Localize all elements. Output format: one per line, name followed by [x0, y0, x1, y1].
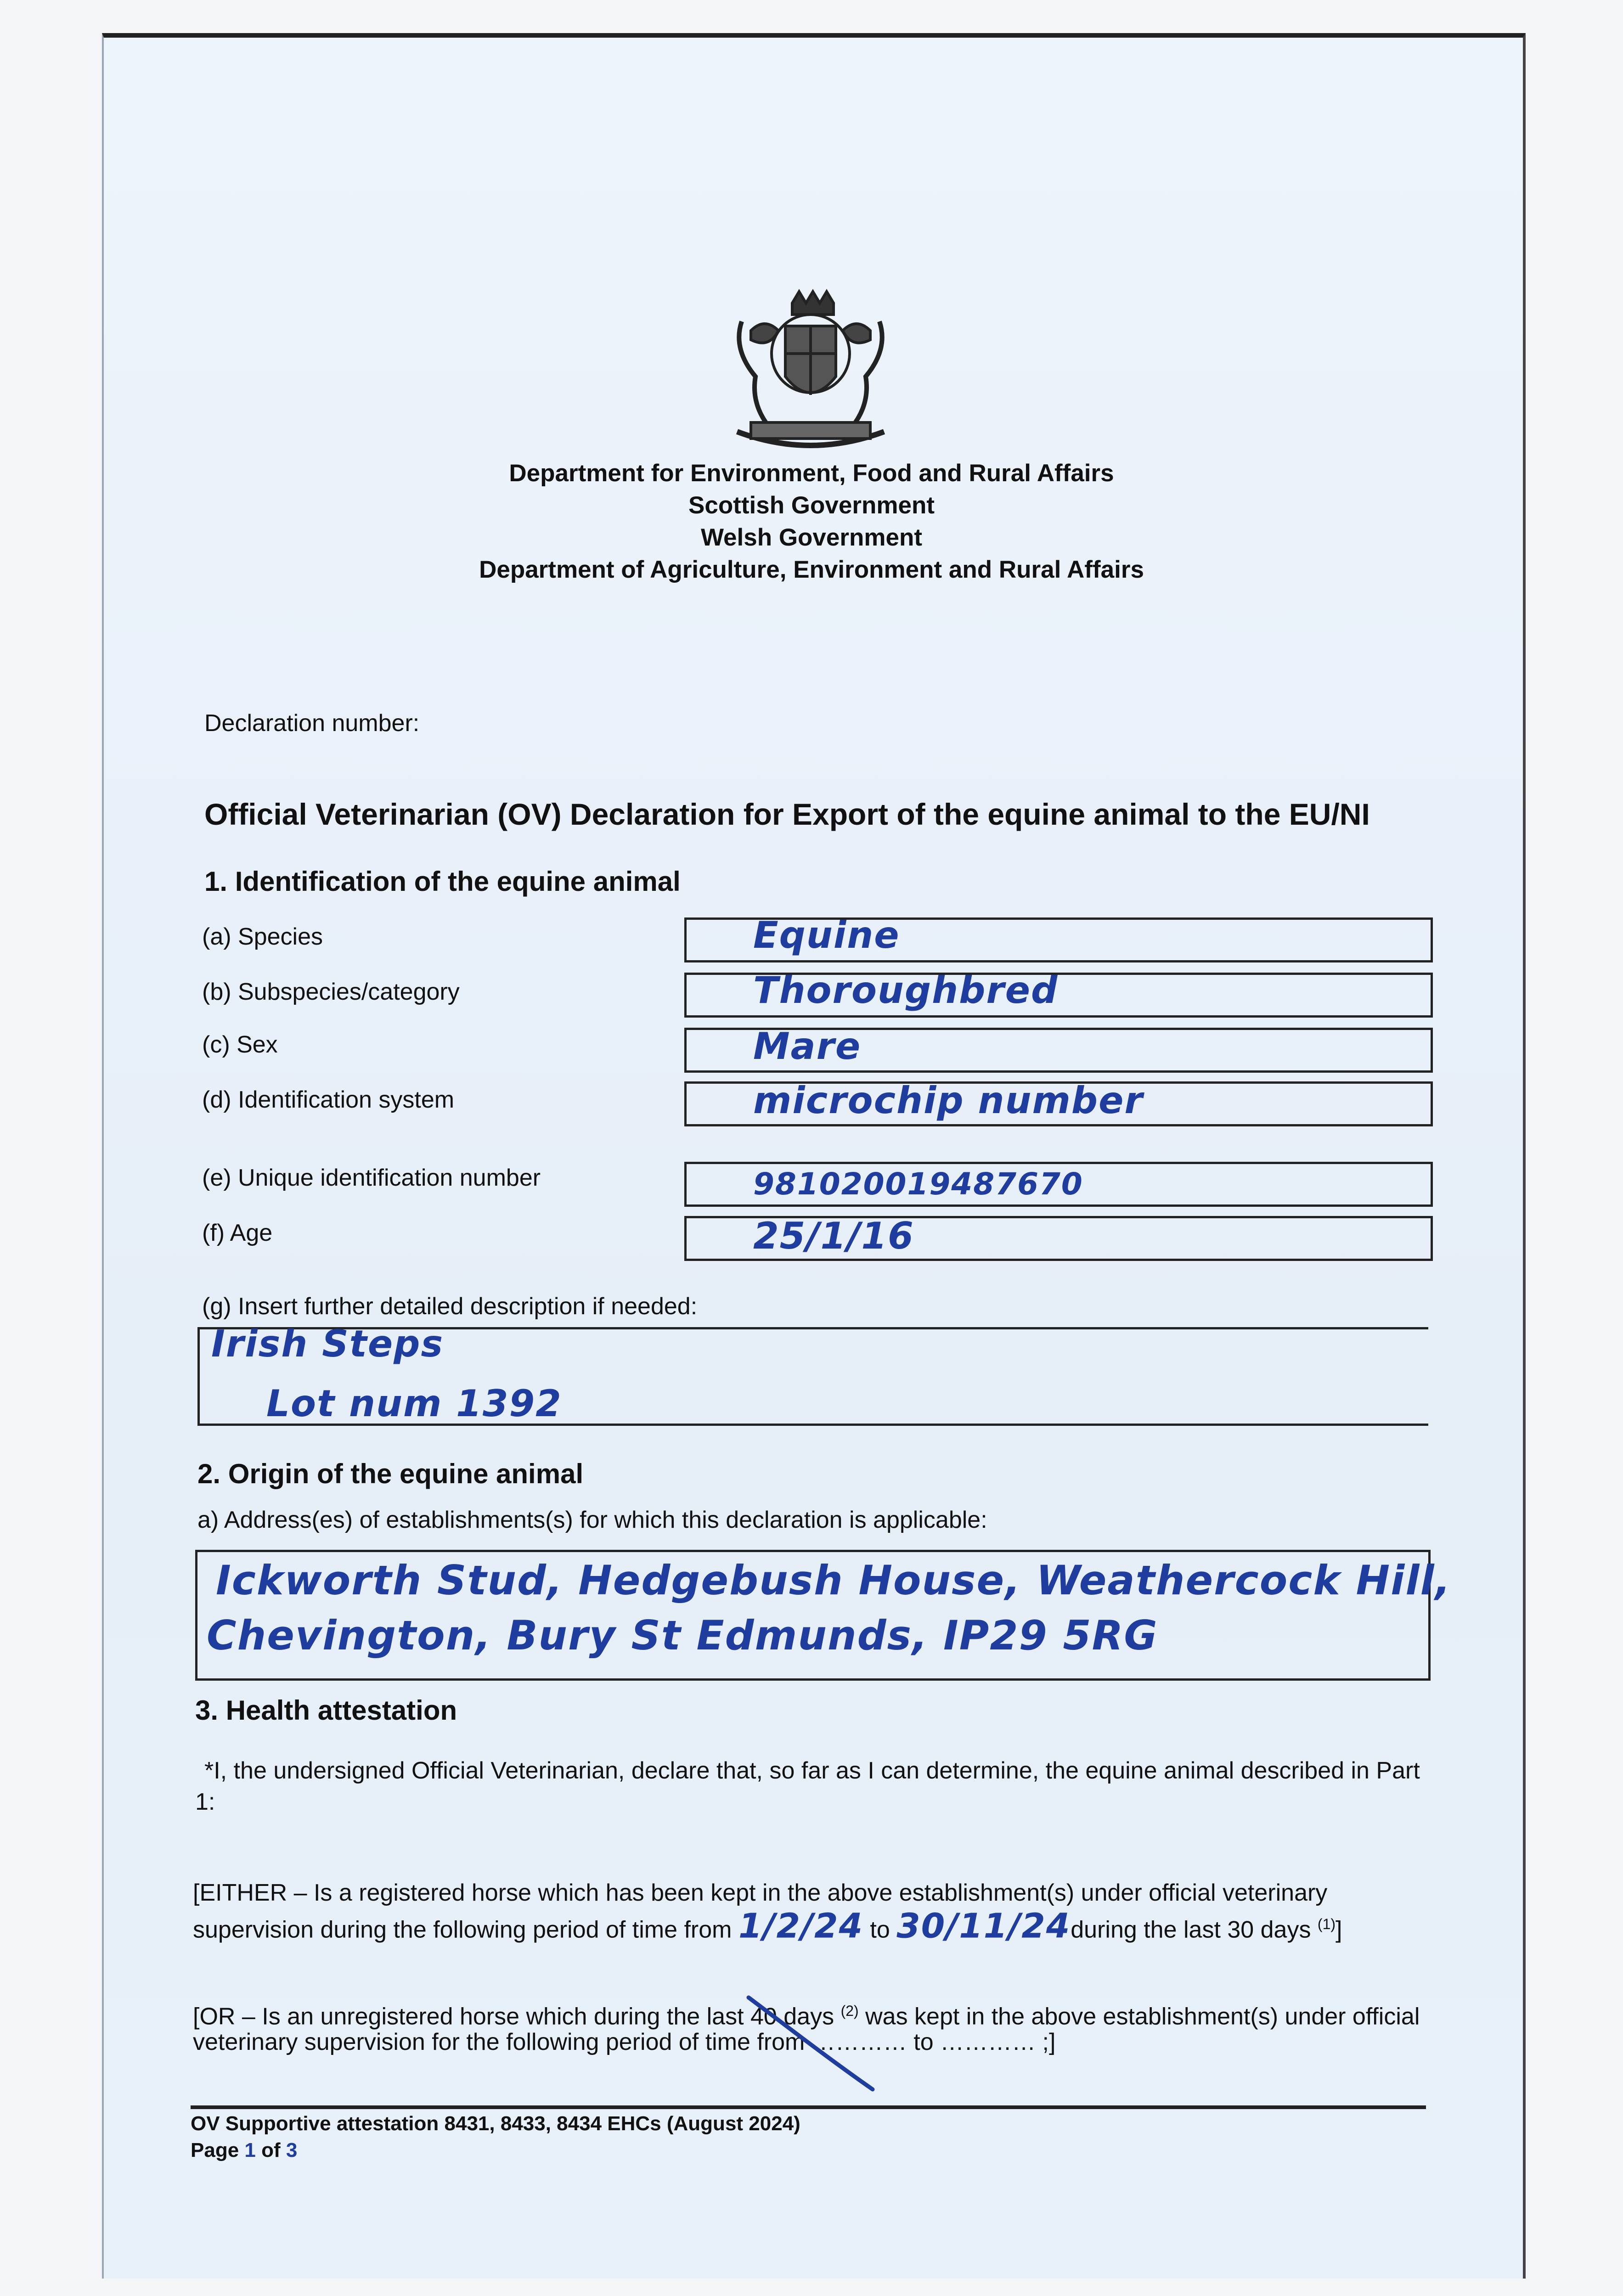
either-to-word: to — [870, 1916, 890, 1943]
uid-label: (e) Unique identification number — [202, 1165, 541, 1191]
footer-divider — [191, 2105, 1426, 2109]
royal-coat-of-arms-icon — [723, 285, 898, 450]
page-current: 1 — [244, 2139, 256, 2161]
declaration-number-label: Declaration number: — [204, 710, 420, 737]
species-label: (a) Species — [202, 923, 323, 950]
dept-defra: Department for Environment, Food and Rural Affairs — [509, 460, 1114, 487]
or-text-b: was kept in the above establishment(s) under official — [865, 2003, 1420, 2030]
either-text-a: supervision during the following period of time from — [193, 1916, 732, 1943]
footnote-ref-2: (2) — [840, 2003, 859, 2019]
sex-value: Mare — [753, 1025, 862, 1068]
either-line-1: [EITHER – Is a registered horse which has been kept in the above establishment(s) under official veterinary — [193, 1880, 1328, 1906]
section2-heading: 2. Origin of the equine animal — [197, 1458, 584, 1489]
divider — [197, 1327, 200, 1424]
section3-heading: 3. Health attestation — [195, 1695, 457, 1726]
address-line-1: Ickworth Stud, Hedgebush House, Weathercock Hill, — [216, 1557, 1452, 1604]
subspecies-label: (b) Subspecies/category — [202, 979, 460, 1005]
page-prefix: Page — [191, 2139, 239, 2161]
further-description-label: (g) Insert further detailed description if needed: — [202, 1293, 698, 1320]
page-title: Official Veterinarian (OV) Declaration for Export of the equine animal to the EU/NI — [204, 797, 1370, 831]
page-total: 3 — [286, 2139, 298, 2161]
divider — [197, 1424, 1428, 1426]
section1-heading: 1. Identification of the equine animal — [204, 866, 681, 897]
either-to-date[interactable]: 30/11/24 — [896, 1906, 1071, 1946]
either-from-date[interactable]: 1/2/24 — [738, 1906, 863, 1946]
species-value: Equine — [753, 914, 900, 957]
dept-welsh-gov: Welsh Government — [700, 524, 923, 551]
either-line-2 — [193, 1908, 1433, 1945]
subspecies-value: Thoroughbred — [753, 969, 1059, 1012]
dept-scottish-gov: Scottish Government — [688, 492, 935, 519]
id-system-value: microchip number — [753, 1079, 1144, 1122]
further-description-line-1[interactable]: Irish Steps — [211, 1322, 444, 1365]
either-text-b: during the last 30 days — [1071, 1916, 1311, 1943]
address-line-2: Chevington, Bury St Edmunds, IP29 5RG — [207, 1612, 1158, 1659]
page-number — [191, 2139, 297, 2162]
address-label: a) Address(es) of establishments(s) for which this declaration is applicable: — [197, 1507, 987, 1533]
age-label: (f) Age — [202, 1220, 273, 1246]
sex-label: (c) Sex — [202, 1031, 278, 1058]
page-of: of — [261, 2139, 281, 2161]
further-description-line-2[interactable]: Lot num 1392 — [266, 1382, 562, 1425]
attestation-intro: *I, the undersigned Official Veterinarian, declare that, so far as I can determine, the equine animal described in Part 1: — [195, 1757, 1420, 1815]
footnote-ref-1: (1) — [1317, 1916, 1336, 1932]
either-end: ] — [1336, 1916, 1342, 1943]
age-value: 25/1/16 — [753, 1215, 914, 1257]
or-text-a: [OR – Is an unregistered horse which during the last 40 days — [193, 2003, 834, 2030]
dept-daera: Department of Agriculture, Environment and Rural Affairs — [479, 556, 1144, 583]
or-line-2: veterinary supervision for the following period of time from ………… to ………… ;] — [193, 2029, 1056, 2055]
uid-value: 981020019487670 — [753, 1166, 1083, 1202]
pen-strike-mark — [744, 1993, 882, 2094]
id-system-label: (d) Identification system — [202, 1086, 455, 1113]
footer-attestation-ref: OV Supportive attestation 8431, 8433, 8434 EHCs (August 2024) — [191, 2112, 800, 2135]
